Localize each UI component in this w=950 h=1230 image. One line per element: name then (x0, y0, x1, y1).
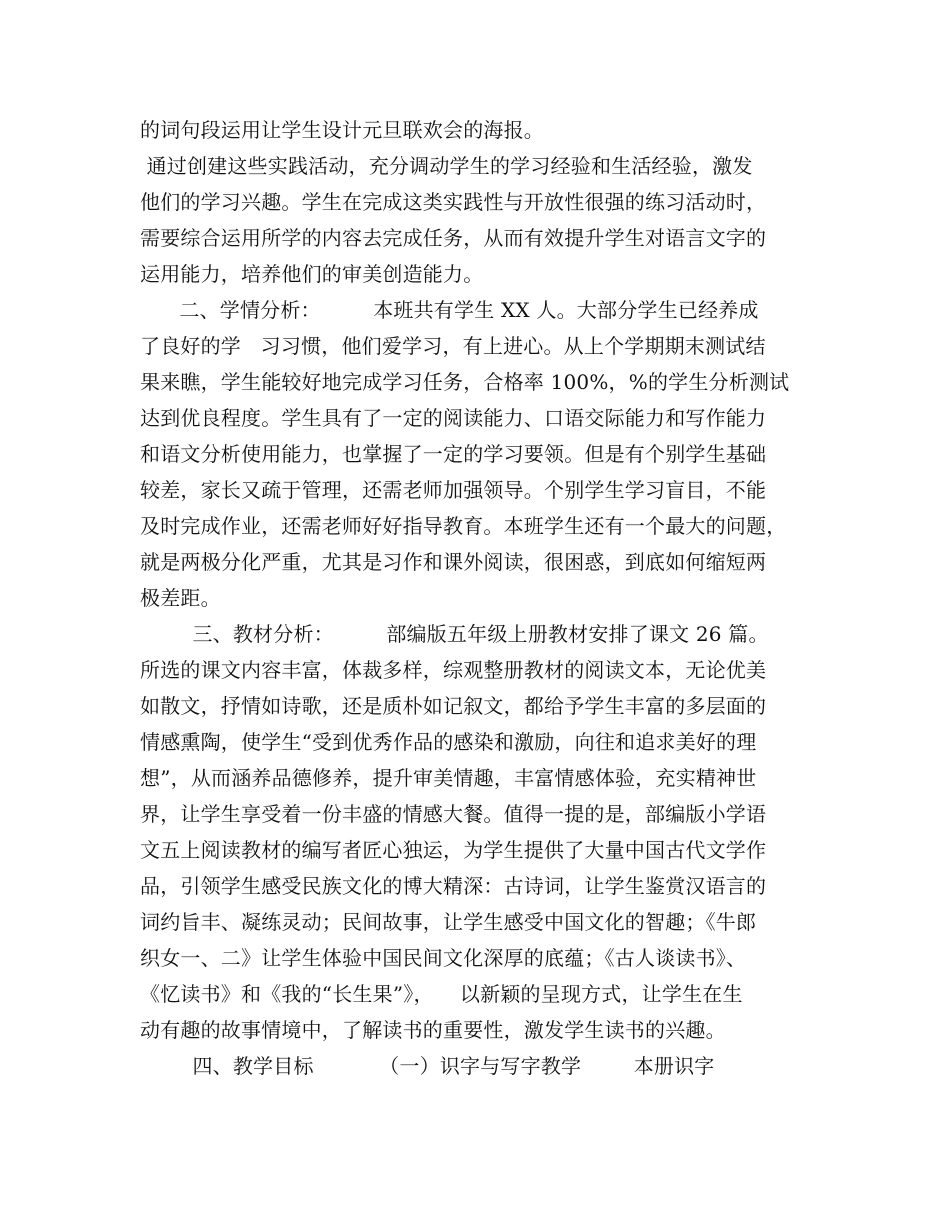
text-line: 他们的学习兴趣。学生在完成这类实践性与开放性很强的练习活动时， (140, 190, 767, 214)
text-line: 情感熏陶，使学生“受到优秀作品的感染和激励，向往和追求美好的理 (140, 730, 757, 754)
text-line: 运用能力，培养他们的审美创造能力。 (140, 262, 484, 286)
text-line: 果来瞧，学生能较好地完成学习任务，合格率 100%，%的学生分析测试 (140, 370, 790, 394)
text-line: 达到优良程度。学生具有了一定的阅读能力、口语交际能力和写作能力 (140, 406, 767, 430)
text-line: 动有趣的故事情境中，了解读书的重要性，激发学生读书的兴趣。 (140, 1018, 726, 1042)
text-line: 文五上阅读教材的编写者匠心独运，为学生提供了大量中国古代文学作 (140, 838, 767, 862)
text-line: 想”，从而涵养品德修养，提升审美情趣，丰富情感体验，充实精神世 (140, 766, 757, 790)
text-line: 的词句段运用让学生设计元旦联欢会的海报。 (140, 118, 544, 142)
text-line: 及时完成作业，还需老师好好指导教育。本班学生还有一个最大的问题， (140, 514, 787, 538)
section-heading-learning-analysis: 二、学情分析： 本班共有学生 XX 人。大部分学生已经养成 (140, 298, 759, 322)
section-heading-teaching-goals: 四、教学目标 （一）识字与写字教学 本册识字 (140, 1054, 715, 1078)
text-line: 较差，家长又疏于管理，还需老师加强领导。个别学生学习盲目，不能 (140, 478, 767, 502)
text-line: 《忆读书》和《我的“长生果”》， 以新颖的呈现方式，让学生在生 (140, 982, 743, 1006)
text-line: 就是两极分化严重，尤其是习作和课外阅读，很困惑，到底如何缩短两 (140, 550, 767, 574)
text-line: 了良好的学 习习惯，他们爱学习，有上进心。从上个学期期末测试结 (140, 334, 766, 358)
text-line: 极差距。 (140, 586, 221, 610)
text-line: 需要综合运用所学的内容去完成任务，从而有效提升学生对语言文字的 (140, 226, 767, 250)
text-line: 品，引领学生感受民族文化的博大精深：古诗词，让学生鉴赏汉语言的 (140, 874, 767, 898)
text-line: 所选的课文内容丰富，体裁多样，综观整册教材的阅读文本，无论优美 (140, 658, 767, 682)
text-line: 和语文分析使用能力，也掌握了一定的学习要领。但是有个别学生基础 (140, 442, 767, 466)
text-line: 通过创建这些实践活动，充分调动学生的学习经验和生活经验，激发 (140, 154, 753, 178)
text-line: 如散文，抒情如诗歌，还是质朴如记叙文，都给予学生丰富的多层面的 (140, 694, 767, 718)
text-line: 词约旨丰、凝练灵动；民间故事，让学生感受中国文化的智趣；《牛郎 (140, 910, 757, 934)
text-line: 界，让学生享受着一份丰盛的情感大餐。值得一提的是，部编版小学语 (140, 802, 767, 826)
section-heading-textbook-analysis: 三、教材分析： 部编版五年级上册教材安排了课文 26 篇。 (140, 622, 769, 646)
text-line: 织女一、二》让学生体验中国民间文化深厚的底蕴；《古人谈读书》、 (140, 946, 747, 970)
